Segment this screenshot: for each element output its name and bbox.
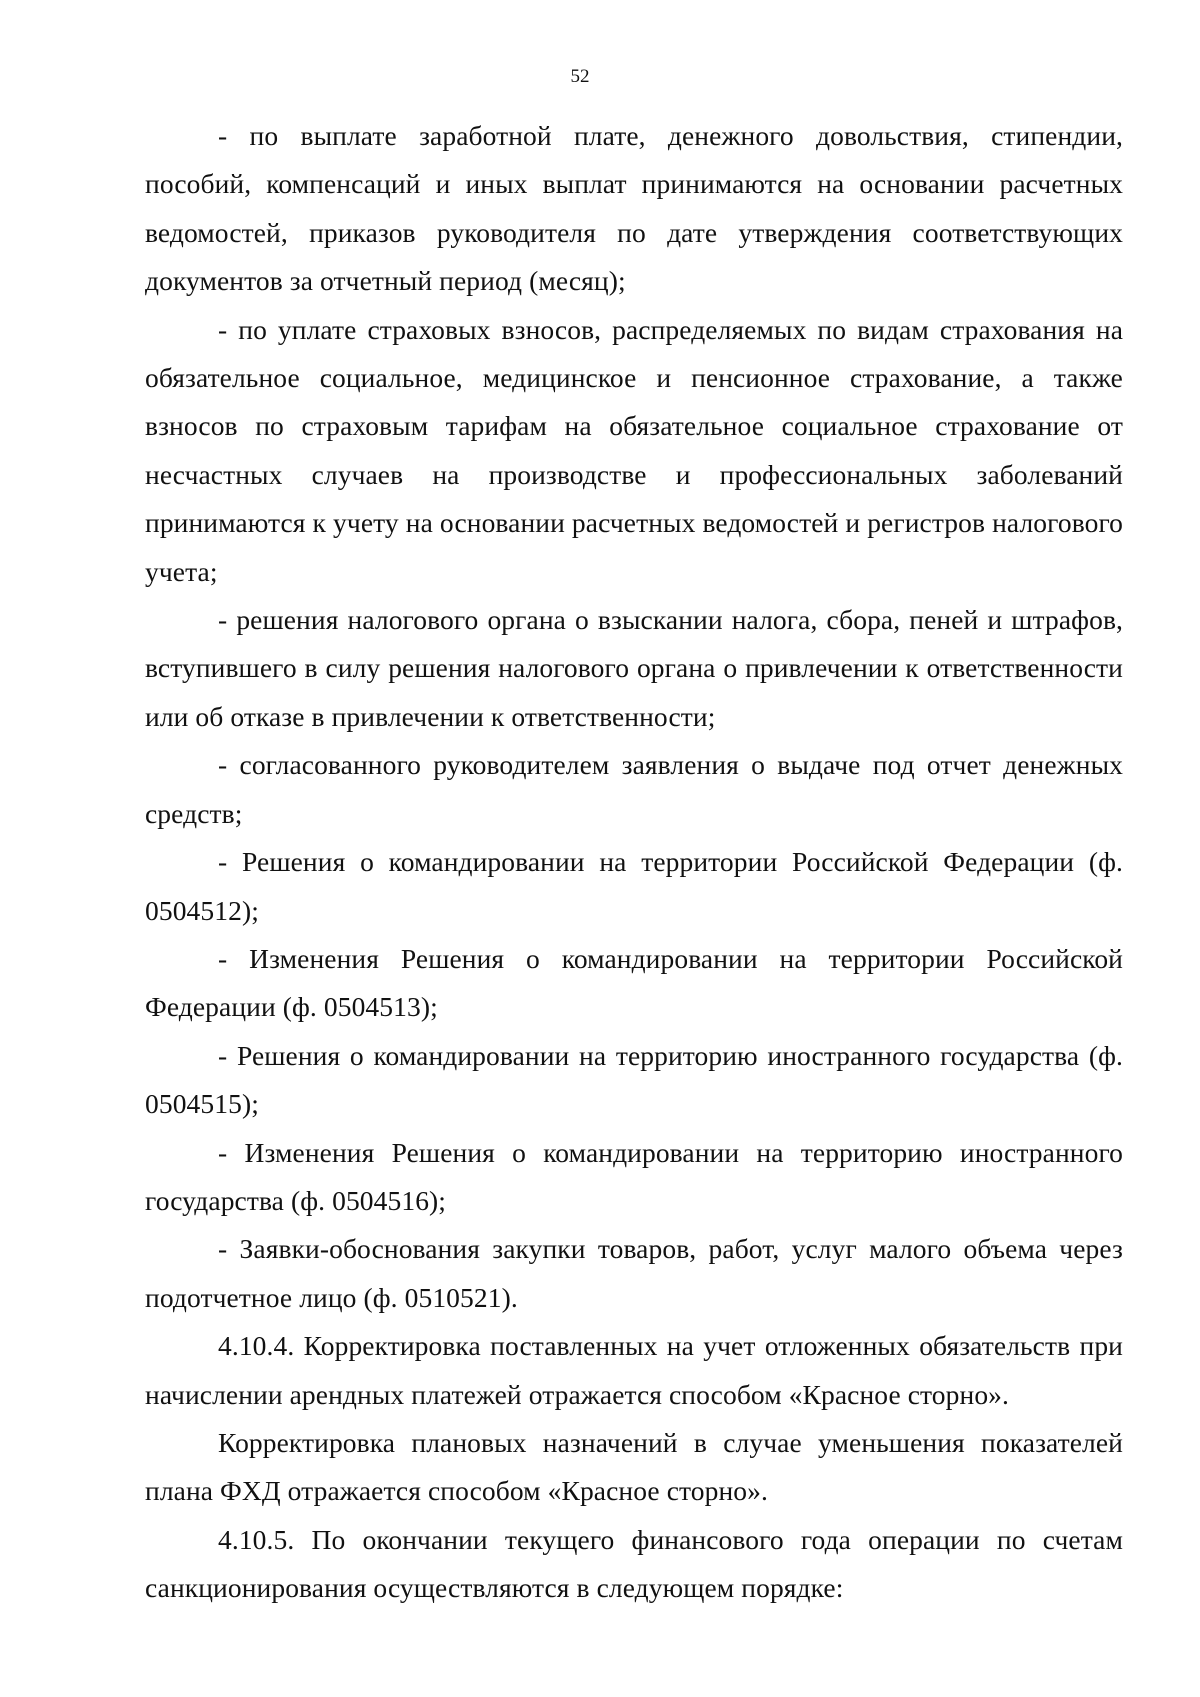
paragraph-section-4-10-4: 4.10.4. Корректировка поставленных на учет отложенных обязательств при начислении арендных платежей отражается способом «Красное сторно». [145,1330,1123,1410]
paragraph-advance-application: - согласованного руководителем заявления о выдаче под отчет денежных средств; [145,749,1123,829]
paragraph-section-4-10-5: 4.10.5. По окончании текущего финансового года операции по счетам санкционирования осуществляются в следующем порядке: [145,1523,1123,1604]
paragraph-business-trip-russia: - Решения о командировании на территории Российской Федерации (ф. 0504512); [145,846,1123,926]
paragraph-plan-correction: Корректировка плановых назначений в случае уменьшения показателей плана ФХД отражается способом «Красное сторно». [145,1426,1123,1507]
paragraph-salary-payments: - по выплате заработной плате, денежного довольствия, стипендии, пособий, компенсаций и иных выплат принимаются на основании расчетных ведомостей, приказов руководителя по дате утверждения соответствующих документов за отчетный период (месяц); [145,120,1123,297]
paragraph-tax-authority-decision: - решения налогового органа о взыскании налога, сбора, пеней и штрафов, вступившего в силу решения налогового органа о привлечении к ответственности или об отказе в привлечении к ответственности; [145,604,1123,732]
document-body [145,112,1123,1613]
paragraph-business-trip-abroad-changes: - Изменения Решения о командировании на территорию иностранного государства (ф. 0504516); [145,1136,1123,1216]
paragraph-business-trip-russia-changes: - Изменения Решения о командировании на территории Российской Федерации (ф. 0504513); [145,942,1123,1023]
paragraph-business-trip-abroad: - Решения о командировании на территорию иностранного государства (ф. 0504515); [145,1039,1123,1120]
paragraph-insurance-contributions: - по уплате страховых взносов, распределяемых по видам страхования на обязательное социальное, медицинское и пенсионное страхование, а также взносов по страховым тарифам на обязательное социальное страхование от несчастных случаев на производстве и профессиональных заболеваний принимаются к учету на основании расчетных ведомостей и регистров налогового учета; [145,313,1123,587]
page-number: 52 [570,66,590,87]
paragraph-small-purchase-request: - Заявки-обоснования закупки товаров, работ, услуг малого объема через подотчетное лицо (ф. 0510521). [145,1233,1123,1313]
